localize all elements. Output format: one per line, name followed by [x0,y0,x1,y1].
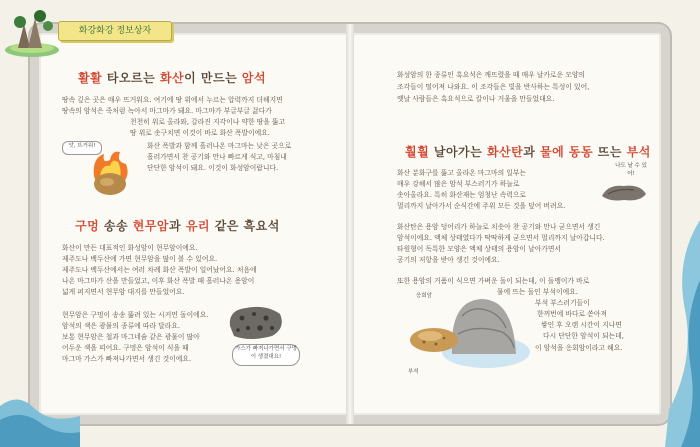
bomb-text-8: 공기의 저항을 받아 생긴 것이에요. [397,256,500,264]
wave-right-decoration [655,220,700,447]
volcano-text-7: 단단한 암석이 돼요. 이것이 화성암이랍니다. [147,164,279,172]
section-title-basalt: 구멍 송송 현무암과 유리 같은 흑요석 [75,219,280,233]
basalt-text-6: 현무암은 구멍이 송송 뚫려 있는 시커먼 돌이에요. [62,311,209,319]
bomb-text-6: 암석이에요. 액체 상태였다가 딱딱하게 굳으면서 멀리까지 날아갑니다. [397,234,605,242]
volcano-text-2: 땅속의 암석은 죽처럼 녹아서 마그마가 돼요. 마그마가 부글부글 끓다가 [62,107,272,115]
bomb-text-3: 솟아올라요. 특히 화산재는 엄청난 속력으로 [397,191,526,199]
bomb-text-7: 타원형이 독특한 모양은 액체 상태의 용암이 날아가면서 [397,245,561,253]
pumice-text-1: 또한 용암의 거품이 식으면 가벼운 돌이 되는데, 이 돌멩이가 바로 [397,277,590,285]
basalt-text-10: 마그마 가스가 빠져나가면서 생긴 것이에요. [62,355,191,363]
pumice-text-6: 다시 단단한 암석이 되는데, [543,332,624,340]
island-illustration [4,6,60,58]
basalt-text-2: 제주도나 백두산에 가면 현무암을 많이 볼 수 있어요. [62,255,218,263]
pumice-text-3: 부석 부스러기들이 [535,299,590,307]
pumice-tuff-illustration [406,276,530,376]
pumice-text-5: 쌓인 후 오랜 시간이 지나면 [541,321,622,329]
hot-rock-icon [88,148,134,196]
bomb-text-5: 화산탄은 용암 덩어리가 하늘로 치솟아 찬 공기와 만나 굳으면서 생긴 [397,223,601,231]
wave-left-decoration [0,386,80,447]
section-title-bombs: 훨훨 날아가는 화산탄과 물에 동동 뜨는 부석 [405,145,651,159]
basalt-rock-icon [226,302,286,342]
volcano-text-5: 화산 폭발과 함께 흘러나온 마그마는 낮은 곳으로 [147,142,292,150]
basalt-text-8: 보통 현무암은 철과 마그네슘 같은 광물이 많아 [62,333,200,341]
section-title-volcano: 활활 타오르는 화산이 만드는 암석 [78,71,267,85]
pumice-label: 부석 [408,369,419,375]
obsidian-text-3: 옛날 사람들은 흑요석으로 칼이나 거울을 만들었대요. [397,95,555,103]
volcano-text-6: 흘러가면서 찬 공기와 만나 빠르게 식고, 마침내 [147,153,287,161]
volcanic-bomb-icon [600,178,648,204]
basalt-text-4: 나온 마그마가 산을 만들었고, 이후 화산 폭발 때 흘러나온 용암이 [62,277,255,285]
basalt-text-5: 넓게 퍼지면서 현무암 대지를 만들었어요. [62,288,185,296]
pumice-text-4: 한꺼번에 바다로 쏟아져 [537,310,607,318]
volcano-text-1: 땅속 깊은 곳은 매우 뜨거워요. 여기에 땅 위에서 누르는 압력까지 더해지면 [62,96,283,104]
bomb-speech-bubble: 나도 날 수 있어! [615,163,647,177]
obsidian-text-1: 화성암의 한 종류인 흑요석은 깨뜨렸을 때 매우 날카로운 모양의 [397,71,585,79]
pumice-text-7: 이 암석을 응회암이라고 해요. [535,344,623,352]
obsidian-text-2: 조각들이 떨어져 나와요. 이 조각들은 빛을 반사하는 특성이 있어, [397,83,590,91]
volcano-text-3: 천천히 위로 올라와, 갈라진 지각이나 약한 땅을 뚫고 [130,118,286,126]
section-badge: 화강화강 정보상자 [58,21,172,41]
basalt-text-9: 어두운 색을 띠어요. 구멍은 암석이 식을 때 [62,344,189,352]
pumice-text-2: 물에 뜨는 돌인 부석이에요. [497,288,578,296]
hot-speech-bubble: 앗, 뜨거워! [62,141,102,155]
tuff-label: 응회암 [416,293,432,299]
volcano-text-4: 땅 위로 솟구치면 이것이 바로 화산 폭발이에요. [130,129,270,137]
basalt-text-3: 제주도나 백두산에서는 여러 차례 화산 폭발이 일어났어요. 처음에 [62,266,257,274]
basalt-text-1: 화산이 만든 대표적인 화성암이 현무암이에요. [62,244,198,252]
basalt-text-7: 암석의 색은 광물의 종류에 따라 달라요. [62,322,181,330]
bomb-text-1: 화산 분화구를 뚫고 올라온 마그마의 일부는 [397,169,526,177]
basalt-speech-bubble: 가스가 빠져나가면서 구멍이 생겼대요! [232,344,300,366]
bomb-text-2: 매우 강해서 많은 암석 부스러기가 하늘로 [397,180,520,188]
bomb-text-4: 멀리까지 날아가서 순식간에 주위 모든 것을 덮어 버려요. [397,202,566,210]
book-spine [346,24,354,424]
